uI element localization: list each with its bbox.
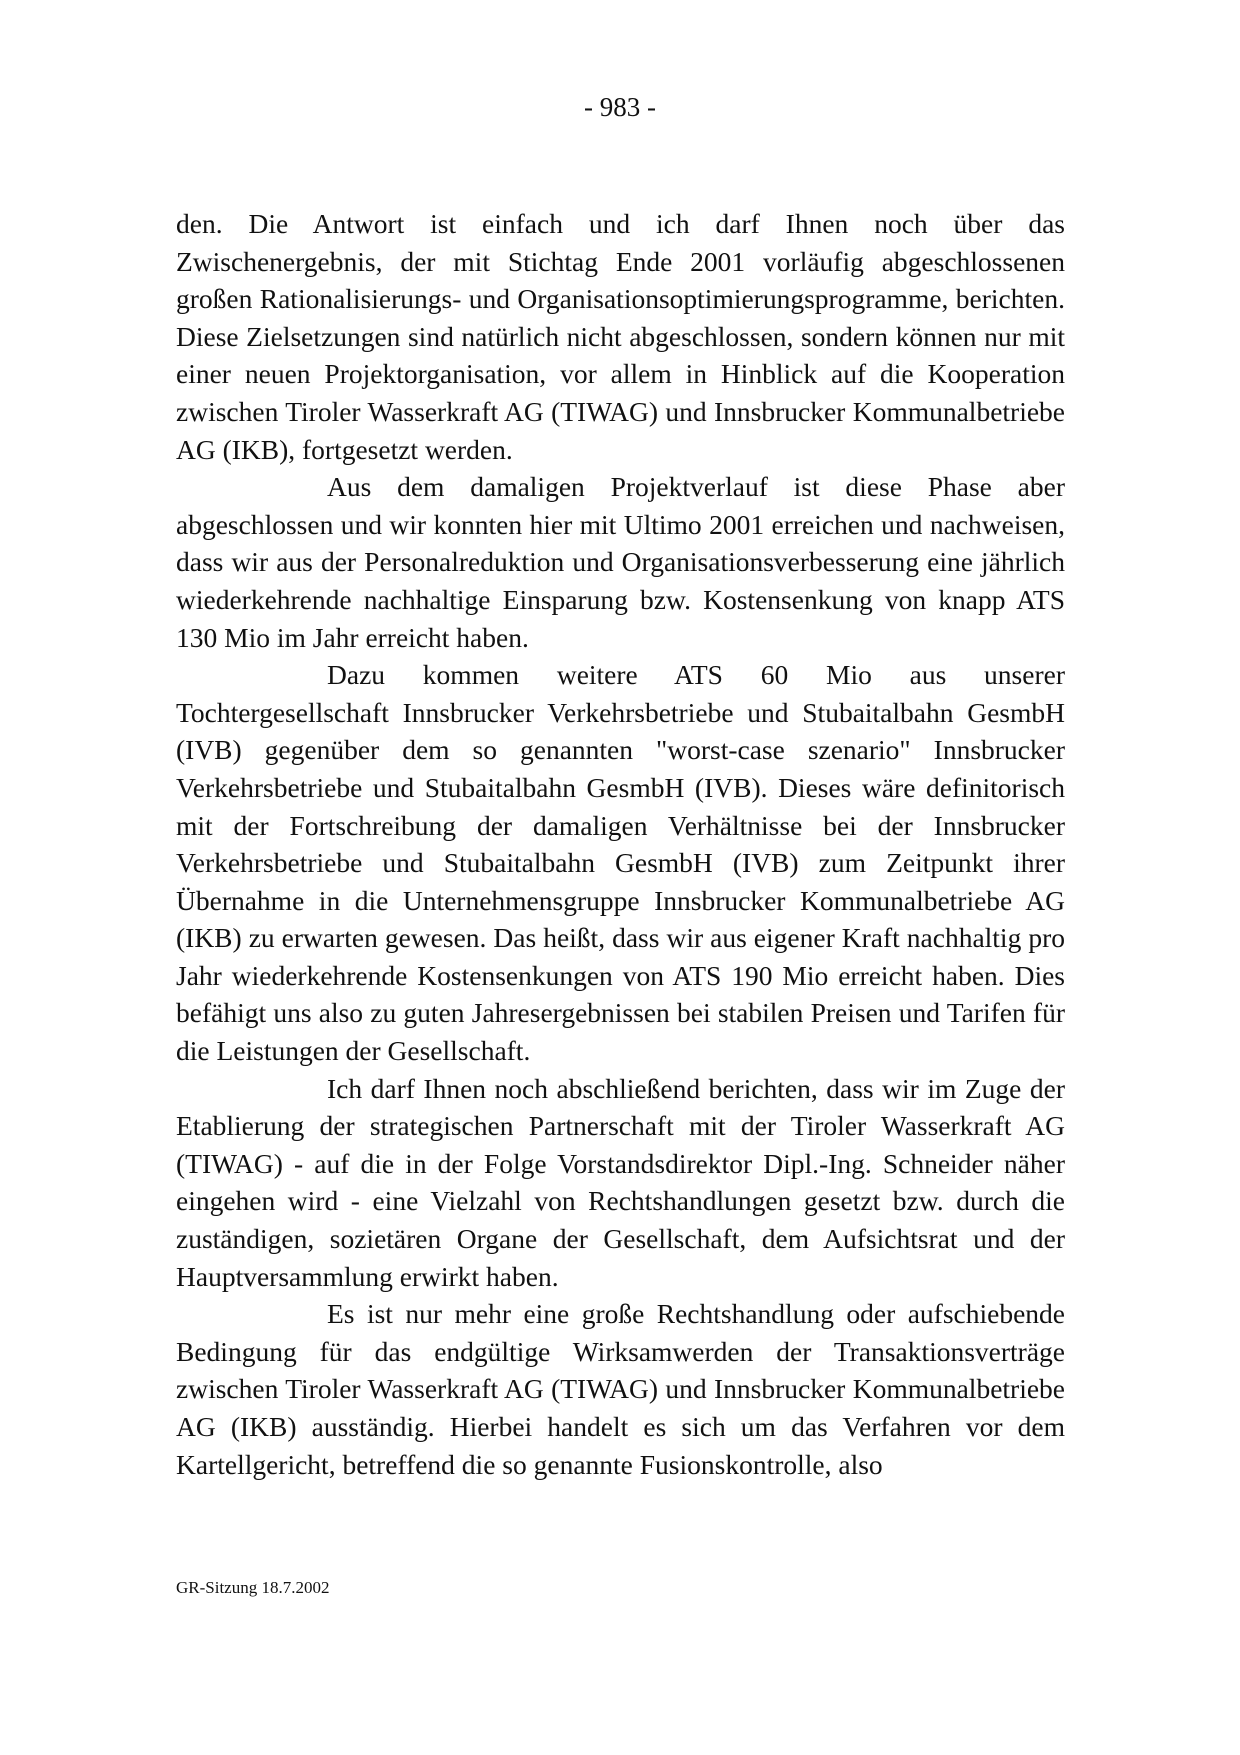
paragraph-3: Dazu kommen weitere ATS 60 Mio aus unserer Tochtergesellschaft Innsbrucker Verkehrsbetriebe und Stubaitalbahn GesmbH (IVB) gegenüber dem so genannten "worst-case szenario" Innsbrucker Verkehrsbetriebe und Stubaitalbahn GesmbH (IVB). Dieses wäre definitorisch mit der Fortschreibung der damaligen Verhältnisse bei der Innsbrucker Verkehrsbetriebe und Stubaitalbahn GesmbH (IVB) zum Zeitpunkt ihrer Übernahme in die Unternehmensgruppe Innsbrucker Kommunalbetriebe AG (IKB) zu erwarten gewesen. Das heißt, dass wir aus eigener Kraft nachhaltig pro Jahr wiederkehrende Kostensenkungen von ATS 190 Mio erreicht haben. Dies befähigt uns also zu guten Jahresergebnissen bei stabilen Preisen und Tarifen für die Leistungen der Gesellschaft. xyxy=(176,659,1065,1067)
paragraph-5: Es ist nur mehr eine große Rechtshandlung oder aufschiebende Bedingung für das endgültige Wirksamwerden der Transaktionsverträge zwischen Tiroler Wasserkraft AG (TIWAG) und Innsbrucker Kommunalbetriebe AG (IKB) ausständig. Hierbei handelt es sich um das Verfahren vor dem Kartellgericht, betreffend die so genannte Fusionskontrolle, also xyxy=(176,1298,1065,1480)
paragraph-1: den. Die Antwort ist einfach und ich darf Ihnen noch über das Zwischenergebnis, der mit Stichtag Ende 2001 vorläufig abgeschlossenen großen Rationalisierungs- und Organisationsoptimierungsprogramme, berichten. Diese Zielsetzungen sind natürlich nicht abgeschlossen, sondern können nur mit einer neuen Projektorganisation, vor allem in Hinblick auf die Kooperation zwischen Tiroler Wasserkraft AG (TIWAG) und Innsbrucker Kommunalbetriebe AG (IKB), fortgesetzt werden. xyxy=(176,208,1065,465)
page-footer: GR-Sitzung 18.7.2002 xyxy=(176,1578,330,1597)
document-body xyxy=(176,205,1065,1483)
page-number: - 983 - xyxy=(584,92,656,122)
paragraph-4: Ich darf Ihnen noch abschließend berichten, dass wir im Zuge der Etablierung der strategischen Partnerschaft mit der Tiroler Wasserkraft AG (TIWAG) - auf die in der Folge Vorstandsdirektor Dipl.-Ing. Schneider näher eingehen wird - eine Vielzahl von Rechtshandlungen gesetzt bzw. durch die zuständigen, sozietären Organe der Gesellschaft, dem Aufsichtsrat und der Hauptversammlung erwirkt haben. xyxy=(176,1072,1065,1292)
paragraph-2: Aus dem damaligen Projektverlauf ist diese Phase aber abgeschlossen und wir konnten hier mit Ultimo 2001 erreichen und nachweisen, dass wir aus der Personalreduktion und Organisationsverbesserung eine jährlich wiederkehrende nachhaltige Einsparung bzw. Kostensenkung von knapp ATS 130 Mio im Jahr erreicht haben. xyxy=(176,471,1065,653)
